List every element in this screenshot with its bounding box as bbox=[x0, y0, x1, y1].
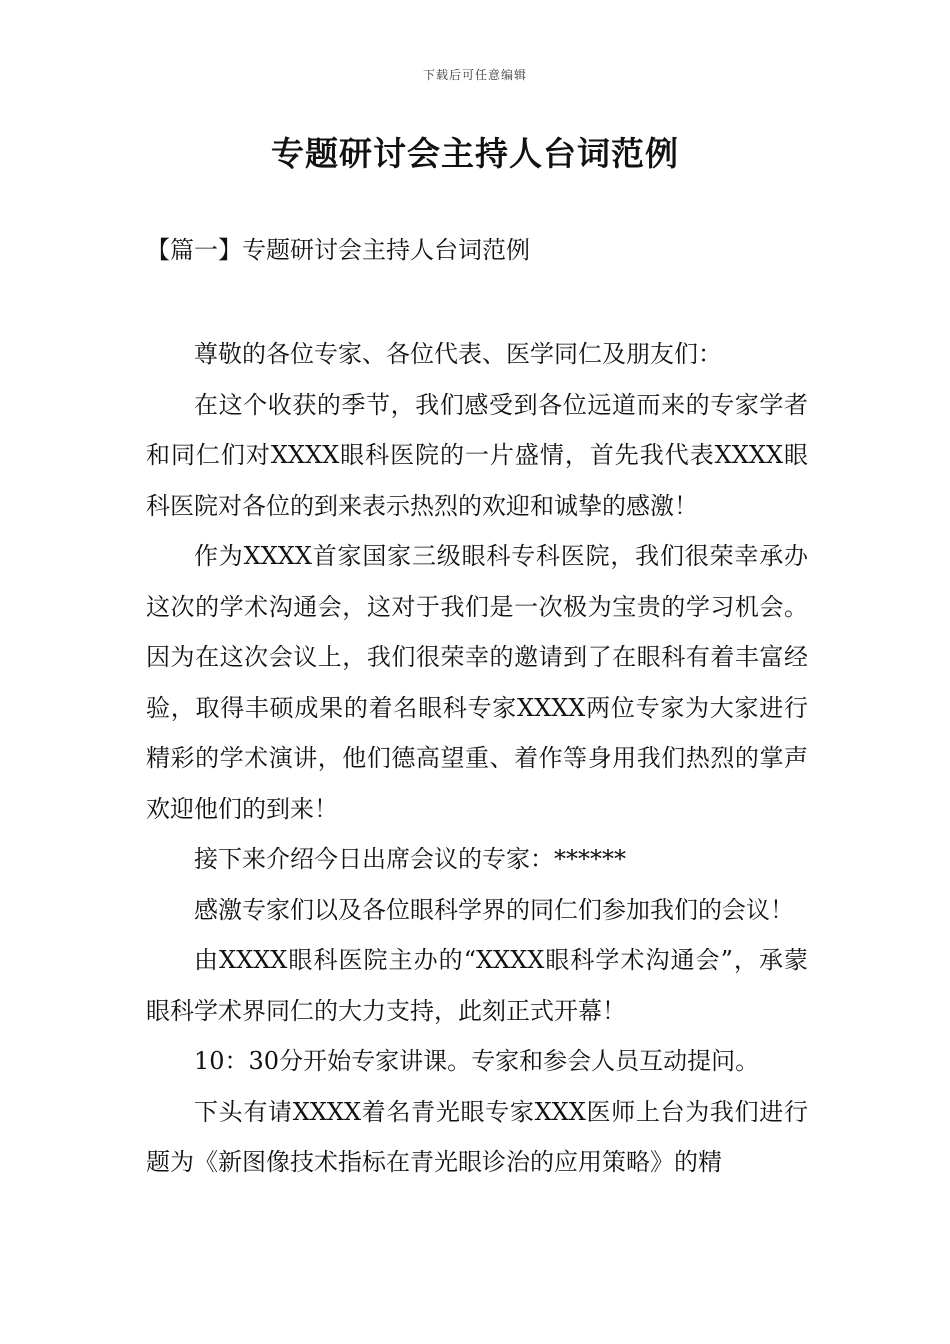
paragraph: 作为XXXX首家国家三级眼科专科医院，我们很荣幸承办这次的学术沟通会，这对于我们是一次极为宝贵的学习机会。因为在这次会议上，我们很荣幸的邀请到了在眼科有着丰富经验，取得丰硕成果的着名眼科专家XXXX两位专家为大家进行精彩的学术演讲，他们德高望重、着作等身用我们热烈的掌声欢迎他们的到来！ bbox=[146, 542, 808, 823]
paragraph: 接下来介绍今日出席会议的专家：****** bbox=[194, 845, 626, 873]
paragraph: 在这个收获的季节，我们感受到各位远道而来的专家学者和同仁们对XXXX眼科医院的一片盛情，首先我代表XXXX眼科医院对各位的到来表示热烈的欢迎和诚挚的感激！ bbox=[146, 390, 808, 520]
paragraph: 下头有请XXXX着名青光眼专家XXX医师上台为我们进行题为《新图像技术指标在青光眼诊治的应用策略》的精 bbox=[146, 1097, 808, 1176]
header-note: 下载后可任意编辑 bbox=[422, 68, 527, 82]
document-title: 专题研讨会主持人台词范例 bbox=[271, 134, 679, 173]
document-body bbox=[146, 329, 808, 1188]
paragraph: 10：30分开始专家讲课。专家和参会人员互动提问。 bbox=[194, 1047, 760, 1075]
section-heading: 【篇一】专题研讨会主持人台词范例 bbox=[146, 236, 530, 264]
paragraph-greeting: 尊敬的各位专家、各位代表、医学同仁及朋友们： bbox=[194, 340, 722, 368]
paragraph: 由XXXX眼科医院主办的“XXXX眼科学术沟通会”，承蒙眼科学术界同仁的大力支持，此刻正式开幕！ bbox=[146, 946, 808, 1025]
paragraph: 感激专家们以及各位眼科学界的同仁们参加我们的会议！ bbox=[194, 895, 794, 924]
